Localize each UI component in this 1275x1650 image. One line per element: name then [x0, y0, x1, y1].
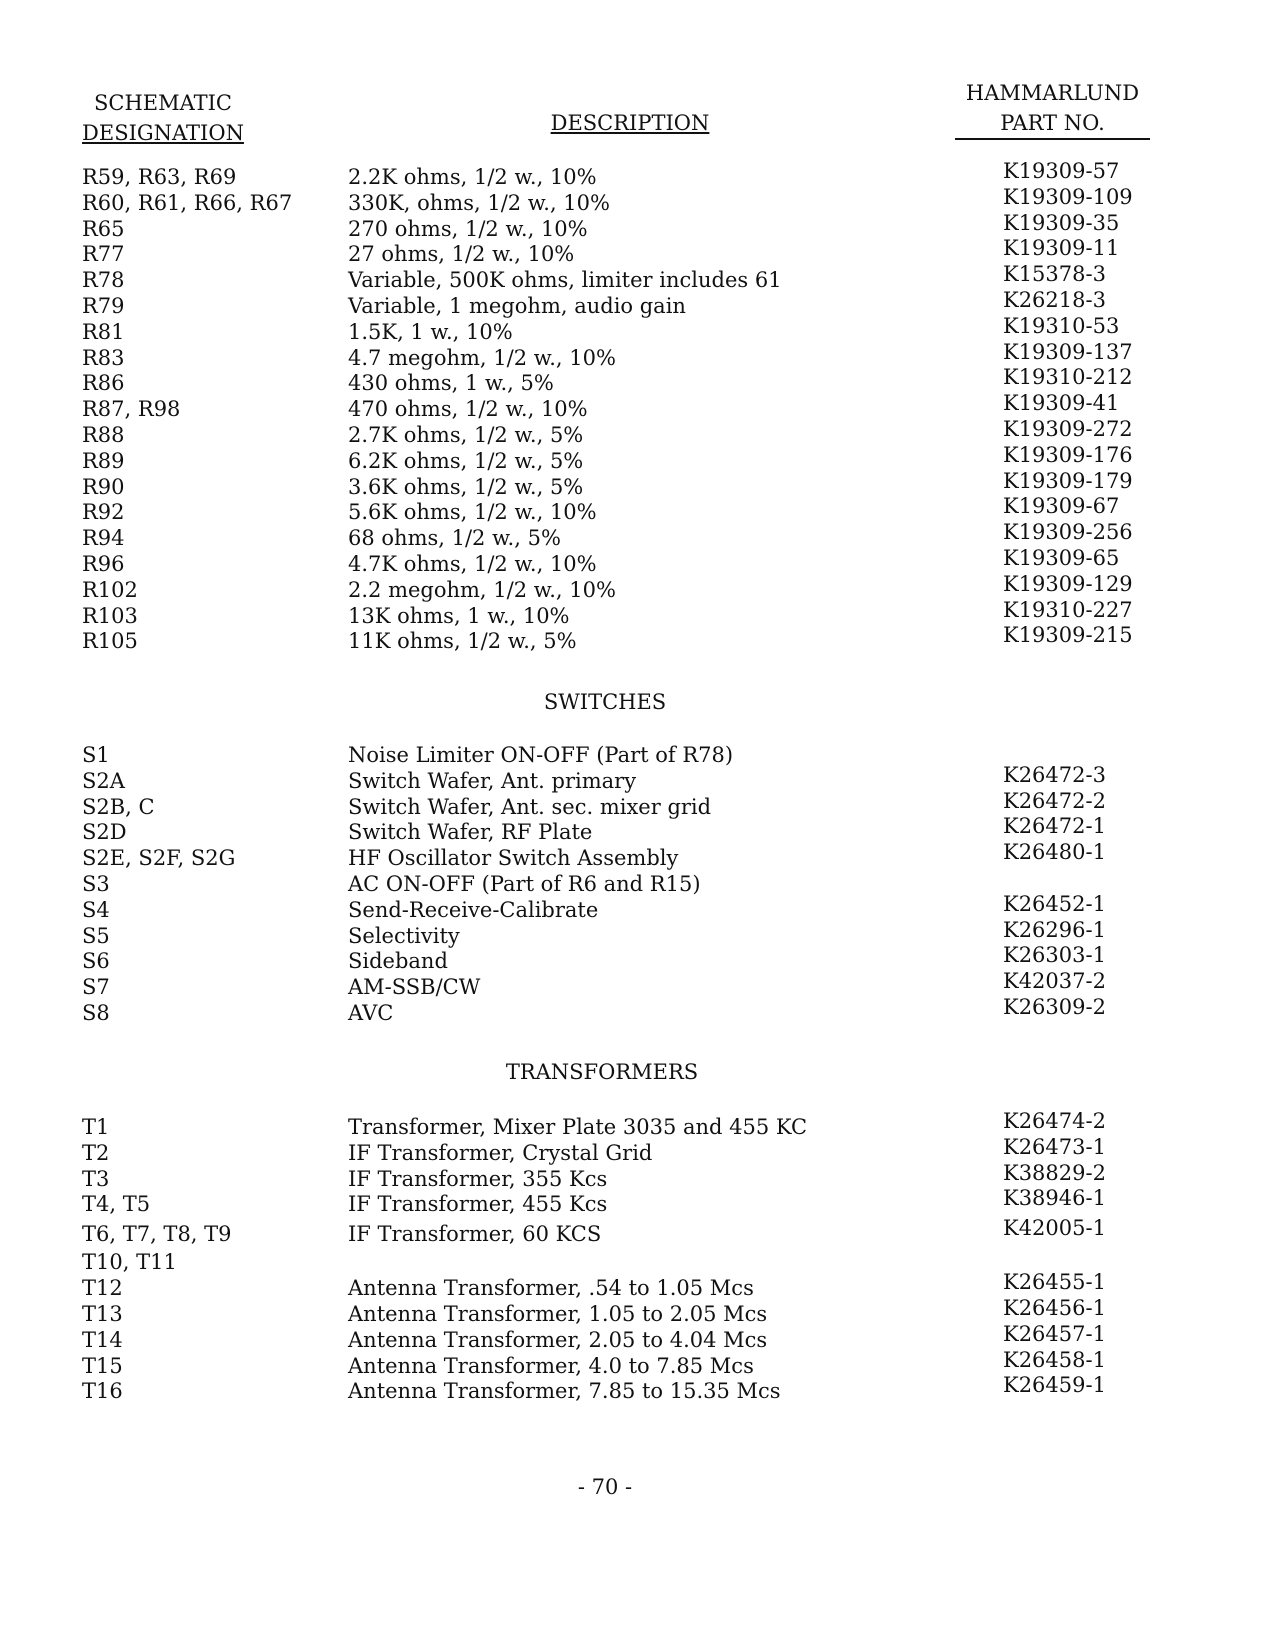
designation-cell: T14 [82, 1327, 123, 1352]
designation-cell: R92 [82, 500, 125, 525]
designation-cell: R96 [82, 551, 125, 576]
designation-cell: S2B, C [82, 794, 155, 819]
description-cell: IF Transformer, 455 Kcs [348, 1192, 608, 1217]
description-cell: 330K, ohms, 1/2 w., 10% [348, 190, 610, 215]
designation-cell: S2A [82, 768, 125, 793]
description-cell: Switch Wafer, Ant. primary [348, 768, 637, 793]
designation-header-line1: SCHEMATIC [94, 91, 232, 115]
part-number-cell: K26480-1 [1003, 840, 1106, 865]
table-row [0, 1373, 1275, 1405]
description-cell: IF Transformer, 355 Kcs [348, 1166, 608, 1191]
part-number-cell: K19309-256 [1003, 520, 1133, 545]
part-number-cell: K26458-1 [1003, 1347, 1106, 1372]
description-cell: AM-SSB/CW [348, 975, 481, 1000]
designation-cell: R87, R98 [82, 397, 181, 422]
designation-cell: R89 [82, 448, 125, 473]
description-cell: Noise Limiter ON-OFF (Part of R78) [348, 743, 734, 767]
part-number-cell: K26473-1 [1003, 1134, 1106, 1159]
part-number-cell: K19309-65 [1003, 545, 1120, 570]
description-header: DESCRIPTION [550, 111, 710, 135]
designation-cell: T2 [82, 1140, 110, 1165]
description-cell: Transformer, Mixer Plate 3035 and 455 KC [348, 1115, 808, 1139]
description-cell: 2.7K ohms, 1/2 w., 5% [348, 422, 584, 447]
part-number-cell: K19309-137 [1003, 339, 1133, 364]
designation-cell: S5 [82, 923, 110, 948]
description-cell: 27 ohms, 1/2 w., 10% [348, 242, 575, 267]
designation-cell: R90 [82, 474, 125, 499]
part-number-cell: K26455-1 [1003, 1270, 1106, 1295]
transformers-table [0, 1109, 1275, 1405]
part-header-line2: PART NO. [955, 108, 1150, 140]
part-number-cell: K19309-35 [1003, 210, 1120, 235]
part-number-cell: K38946-1 [1003, 1186, 1106, 1211]
designation-cell: T12 [82, 1276, 123, 1301]
part-number-cell: K26452-1 [1003, 891, 1106, 916]
part-number-cell: K15378-3 [1003, 262, 1106, 287]
designation-cell: R65 [82, 216, 125, 241]
description-cell: Antenna Transformer, 1.05 to 2.05 Mcs [348, 1301, 768, 1326]
part-header-line1: HAMMARLUND [965, 81, 1140, 105]
switches-table [0, 743, 1275, 1027]
description-cell: Sideband [348, 949, 448, 974]
description-cell: 6.2K ohms, 1/2 w., 5% [348, 448, 584, 473]
part-number-cell: K19309-11 [1003, 236, 1120, 261]
description-cell: Variable, 1 megohm, audio gain [348, 293, 686, 318]
description-cell: 5.6K ohms, 1/2 w., 10% [348, 500, 597, 525]
designation-cell: R79 [82, 293, 125, 318]
description-cell: Antenna Transformer, .54 to 1.05 Mcs [348, 1276, 754, 1301]
designation-cell: S1 [82, 743, 110, 767]
description-cell: Switch Wafer, RF Plate [348, 820, 593, 845]
designation-cell: S2E, S2F, S2G [82, 846, 236, 871]
description-cell: 4.7 megohm, 1/2 w., 10% [348, 345, 616, 370]
description-cell: 1.5K, 1 w., 10% [348, 319, 513, 344]
page-number: - 70 - [577, 1475, 633, 1499]
designation-cell: T4, T5 [82, 1192, 151, 1217]
description-cell: Antenna Transformer, 2.05 to 4.04 Mcs [348, 1327, 768, 1352]
description-cell: 2.2 megohm, 1/2 w., 10% [348, 577, 616, 602]
designation-cell: S8 [82, 1000, 110, 1025]
designation-cell: T1 [82, 1115, 110, 1139]
description-cell: Send-Receive-Calibrate [348, 897, 599, 922]
part-number-cell: K19309-41 [1003, 391, 1120, 416]
part-number-cell: K26296-1 [1003, 917, 1106, 942]
part-number-cell: K26472-3 [1003, 762, 1106, 787]
description-cell: 11K ohms, 1/2 w., 5% [348, 629, 577, 654]
part-number-cell: K26472-2 [1003, 788, 1106, 813]
part-number-cell: K26472-1 [1003, 814, 1106, 839]
description-cell: AC ON-OFF (Part of R6 and R15) [348, 871, 701, 896]
designation-cell: R105 [82, 629, 138, 654]
part-number-cell: K42037-2 [1003, 969, 1106, 994]
designation-cell: R60, R61, R66, R67 [82, 190, 293, 215]
description-cell: Switch Wafer, Ant. sec. mixer grid [348, 794, 712, 819]
designation-cell: R77 [82, 242, 125, 267]
part-number-cell: K19309-57 [1003, 159, 1120, 183]
part-number-cell: K19309-179 [1003, 468, 1133, 493]
designation-cell: S7 [82, 975, 110, 1000]
designation-cell: T16 [82, 1379, 123, 1404]
designation-cell: T15 [82, 1353, 123, 1378]
part-number-cell: K19310-227 [1003, 597, 1133, 622]
description-cell: Selectivity [348, 923, 460, 948]
part-number-cell: K19309-215 [1003, 623, 1133, 648]
part-number-cell: K19309-176 [1003, 442, 1133, 467]
part-number-cell: K26459-1 [1003, 1373, 1106, 1398]
table-row [0, 994, 1275, 1027]
description-cell: Antenna Transformer, 4.0 to 7.85 Mcs [348, 1353, 754, 1378]
designation-header-line2: DESIGNATION [82, 121, 244, 145]
table-row [0, 840, 1275, 872]
part-number-cell: K26456-1 [1003, 1295, 1106, 1320]
transformers-heading: TRANSFORMERS [505, 1060, 699, 1084]
designation-cell: R86 [82, 371, 125, 396]
description-cell: Variable, 500K ohms, limiter includes 61 [348, 268, 782, 293]
designation-cell: S6 [82, 949, 110, 974]
part-number-cell: K19309-272 [1003, 416, 1133, 441]
description-cell: 13K ohms, 1 w., 10% [348, 603, 570, 628]
description-cell: AVC [348, 1000, 394, 1025]
part-number-cell: K19309-129 [1003, 571, 1133, 596]
designation-cell: S2D [82, 820, 127, 845]
designation-cell: R103 [82, 603, 138, 628]
designation-cell: R59, R63, R69 [82, 165, 237, 189]
part-number-cell: K26303-1 [1003, 943, 1106, 968]
switches-heading: SWITCHES [543, 690, 667, 714]
description-cell: 68 ohms, 1/2 w., 5% [348, 526, 561, 551]
part-number-cell: K26474-2 [1003, 1109, 1106, 1133]
designation-cell: S3 [82, 871, 110, 896]
designation-cell: T3 [82, 1166, 110, 1191]
part-number-cell: K19309-67 [1003, 494, 1120, 519]
resistors-table [0, 159, 1275, 655]
part-number-cell: K26218-3 [1003, 287, 1106, 312]
part-number-cell: K38829-2 [1003, 1160, 1106, 1185]
description-cell: IF Transformer, Crystal Grid [348, 1140, 653, 1165]
designation-cell: R78 [82, 268, 125, 293]
description-cell: 4.7K ohms, 1/2 w., 10% [348, 551, 597, 576]
description-cell: IF Transformer, 60 KCS [348, 1222, 602, 1247]
designation-cell: T10, T11 [82, 1250, 177, 1275]
description-cell: 430 ohms, 1 w., 5% [348, 371, 554, 396]
part-number-cell: K19309-109 [1003, 184, 1133, 209]
designation-cell: R81 [82, 319, 125, 344]
part-number-cell: K26457-1 [1003, 1321, 1106, 1346]
part-number-cell: K19310-212 [1003, 365, 1133, 390]
part-number-cell: K42005-1 [1003, 1216, 1106, 1241]
table-row [0, 623, 1275, 655]
designation-cell: S4 [82, 897, 110, 922]
table-row [0, 1216, 1275, 1250]
description-cell: Antenna Transformer, 7.85 to 15.35 Mcs [348, 1379, 781, 1404]
designation-cell: T6, T7, T8, T9 [82, 1222, 232, 1247]
designation-cell: R94 [82, 526, 125, 551]
description-column-header [530, 108, 730, 138]
description-cell: 270 ohms, 1/2 w., 10% [348, 216, 588, 241]
part-column-header [955, 78, 1150, 140]
description-cell: 3.6K ohms, 1/2 w., 5% [348, 474, 584, 499]
designation-cell: T13 [82, 1301, 123, 1326]
designation-cell: R88 [82, 422, 125, 447]
description-cell: HF Oscillator Switch Assembly [348, 846, 679, 871]
designation-cell: R83 [82, 345, 125, 370]
part-number-cell: K26309-2 [1003, 994, 1106, 1019]
description-cell: 470 ohms, 1/2 w., 10% [348, 397, 588, 422]
part-number-cell: K19310-53 [1003, 313, 1120, 338]
description-cell: 2.2K ohms, 1/2 w., 10% [348, 165, 597, 189]
designation-column-header [78, 88, 248, 148]
designation-cell: R102 [82, 577, 138, 602]
